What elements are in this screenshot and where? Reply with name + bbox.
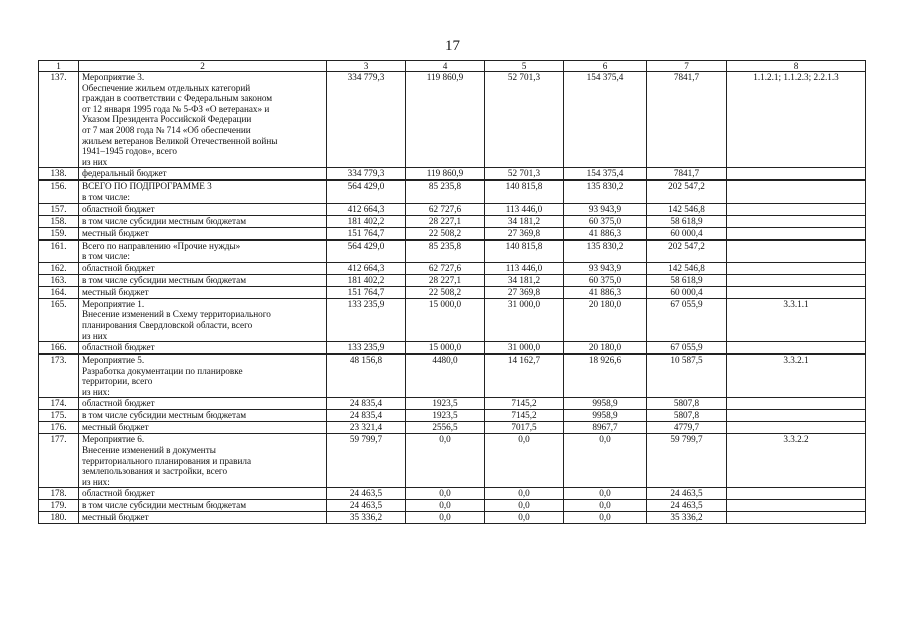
target-ref [727, 215, 866, 227]
row-number: 179. [39, 500, 79, 512]
value-col-3: 24 835,4 [327, 410, 406, 422]
value-col-3: 181 402,2 [327, 274, 406, 286]
row-number: 176. [39, 422, 79, 434]
target-ref: 3.3.2.2 [727, 434, 866, 488]
target-ref [727, 286, 866, 298]
value-col-5: 7017,5 [485, 422, 564, 434]
row-name: областной бюджет [79, 342, 327, 355]
value-col-6: 9958,9 [564, 410, 647, 422]
table-row [39, 512, 866, 524]
row-name: местный бюджет [79, 512, 327, 524]
row-name: областной бюджет [79, 398, 327, 410]
table-row [39, 434, 866, 488]
value-col-7: 60 000,4 [647, 286, 727, 298]
value-col-3: 181 402,2 [327, 215, 406, 227]
value-col-5: 27 369,8 [485, 227, 564, 240]
value-col-5: 52 701,3 [485, 72, 564, 168]
value-col-4: 4480,0 [406, 354, 485, 398]
value-col-6: 20 180,0 [564, 342, 647, 355]
value-col-3: 334 779,3 [327, 72, 406, 168]
target-ref: 1.1.2.1; 1.1.2.3; 2.2.1.3 [727, 72, 866, 168]
value-col-4: 0,0 [406, 434, 485, 488]
budget-table [38, 60, 866, 524]
row-name: Мероприятие 1. Внесение изменений в Схему территориального планирования Свердловской области, всего из них [79, 298, 327, 341]
value-col-7: 67 055,9 [647, 298, 727, 341]
row-number: 161. [39, 240, 79, 263]
value-col-7: 67 055,9 [647, 342, 727, 355]
value-col-4: 22 508,2 [406, 286, 485, 298]
value-col-6: 0,0 [564, 488, 647, 500]
value-col-5: 113 446,0 [485, 262, 564, 274]
value-col-4: 119 860,9 [406, 72, 485, 168]
value-col-4: 1923,5 [406, 410, 485, 422]
value-col-3: 133 235,9 [327, 342, 406, 355]
value-col-7: 58 618,9 [647, 215, 727, 227]
value-col-6: 8967,7 [564, 422, 647, 434]
table-row [39, 240, 866, 263]
row-number: 165. [39, 298, 79, 341]
value-col-6: 135 830,2 [564, 240, 647, 263]
value-col-3: 151 764,7 [327, 227, 406, 240]
value-col-6: 0,0 [564, 434, 647, 488]
value-col-3: 59 799,7 [327, 434, 406, 488]
column-header: 8 [727, 61, 866, 72]
value-col-4: 62 727,6 [406, 262, 485, 274]
value-col-7: 7841,7 [647, 72, 727, 168]
row-name: областной бюджет [79, 203, 327, 215]
value-col-4: 28 227,1 [406, 215, 485, 227]
table-row [39, 227, 866, 240]
value-col-4: 119 860,9 [406, 168, 485, 181]
value-col-7: 202 547,2 [647, 240, 727, 263]
target-ref [727, 410, 866, 422]
value-col-7: 35 336,2 [647, 512, 727, 524]
value-col-3: 133 235,9 [327, 298, 406, 341]
row-number: 164. [39, 286, 79, 298]
table-row [39, 354, 866, 398]
value-col-6: 93 943,9 [564, 262, 647, 274]
row-number: 166. [39, 342, 79, 355]
column-header: 1 [39, 61, 79, 72]
value-col-3: 23 321,4 [327, 422, 406, 434]
row-name: областной бюджет [79, 262, 327, 274]
value-col-3: 151 764,7 [327, 286, 406, 298]
value-col-5: 0,0 [485, 434, 564, 488]
table-row [39, 422, 866, 434]
value-col-6: 0,0 [564, 512, 647, 524]
value-col-3: 564 429,0 [327, 180, 406, 203]
table-row [39, 262, 866, 274]
value-col-5: 31 000,0 [485, 342, 564, 355]
row-number: 177. [39, 434, 79, 488]
value-col-6: 0,0 [564, 500, 647, 512]
value-col-5: 34 181,2 [485, 215, 564, 227]
value-col-6: 18 926,6 [564, 354, 647, 398]
value-col-7: 5807,8 [647, 410, 727, 422]
table-row [39, 488, 866, 500]
value-col-5: 31 000,0 [485, 298, 564, 341]
value-col-7: 10 587,5 [647, 354, 727, 398]
value-col-5: 140 815,8 [485, 180, 564, 203]
table-row [39, 410, 866, 422]
value-col-4: 28 227,1 [406, 274, 485, 286]
value-col-6: 154 375,4 [564, 72, 647, 168]
value-col-6: 60 375,0 [564, 274, 647, 286]
value-col-4: 0,0 [406, 512, 485, 524]
row-name: в том числе субсидии местным бюджетам [79, 274, 327, 286]
row-name: ВСЕГО ПО ПОДПРОГРАММЕ 3 в том числе: [79, 180, 327, 203]
target-ref [727, 180, 866, 203]
target-ref: 3.3.1.1 [727, 298, 866, 341]
value-col-4: 85 235,8 [406, 240, 485, 263]
value-col-5: 7145,2 [485, 410, 564, 422]
page-number: 17 [445, 38, 460, 54]
value-col-4: 0,0 [406, 500, 485, 512]
row-name: Мероприятие 3. Обеспечение жильем отдельных категорий граждан в соответствии с Федеральным законом от 12 января 1995 года № 5-ФЗ «О ветеранах» и Указом Президента Российской Федерации от 7 мая 2008 года № 714 «Об обеспечении жильем ветеранов Великой Отечественной войны 1941–1945 годов», всего из них [79, 72, 327, 168]
target-ref [727, 342, 866, 355]
value-col-6: 41 886,3 [564, 286, 647, 298]
row-name: Всего по направлению «Прочие нужды» в том числе: [79, 240, 327, 263]
value-col-6: 60 375,0 [564, 215, 647, 227]
row-number: 163. [39, 274, 79, 286]
value-col-5: 27 369,8 [485, 286, 564, 298]
row-name: Мероприятие 6. Внесение изменений в документы территориального планирования и правила землепользования и застройки, всего из них: [79, 434, 327, 488]
row-name: областной бюджет [79, 488, 327, 500]
value-col-3: 35 336,2 [327, 512, 406, 524]
row-number: 178. [39, 488, 79, 500]
value-col-4: 0,0 [406, 488, 485, 500]
column-header: 3 [327, 61, 406, 72]
value-col-7: 142 546,8 [647, 262, 727, 274]
value-col-6: 20 180,0 [564, 298, 647, 341]
row-number: 158. [39, 215, 79, 227]
value-col-5: 14 162,7 [485, 354, 564, 398]
value-col-6: 93 943,9 [564, 203, 647, 215]
value-col-3: 48 156,8 [327, 354, 406, 398]
row-name: в том числе субсидии местным бюджетам [79, 500, 327, 512]
target-ref [727, 500, 866, 512]
value-col-6: 135 830,2 [564, 180, 647, 203]
table-row [39, 168, 866, 181]
row-number: 156. [39, 180, 79, 203]
value-col-4: 1923,5 [406, 398, 485, 410]
value-col-6: 41 886,3 [564, 227, 647, 240]
value-col-3: 24 835,4 [327, 398, 406, 410]
row-number: 138. [39, 168, 79, 181]
table-body [39, 72, 866, 524]
row-name: федеральный бюджет [79, 168, 327, 181]
target-ref [727, 488, 866, 500]
table-row [39, 180, 866, 203]
column-header: 4 [406, 61, 485, 72]
value-col-5: 113 446,0 [485, 203, 564, 215]
table-row [39, 286, 866, 298]
value-col-7: 24 463,5 [647, 500, 727, 512]
table-row [39, 72, 866, 168]
target-ref [727, 227, 866, 240]
target-ref [727, 168, 866, 181]
value-col-7: 24 463,5 [647, 488, 727, 500]
row-name: Мероприятие 5. Разработка документации по планировке территории, всего из них: [79, 354, 327, 398]
row-number: 175. [39, 410, 79, 422]
value-col-7: 7841,7 [647, 168, 727, 181]
value-col-3: 24 463,5 [327, 488, 406, 500]
target-ref [727, 203, 866, 215]
value-col-6: 9958,9 [564, 398, 647, 410]
row-number: 162. [39, 262, 79, 274]
value-col-4: 62 727,6 [406, 203, 485, 215]
value-col-7: 142 546,8 [647, 203, 727, 215]
target-ref [727, 262, 866, 274]
column-header: 6 [564, 61, 647, 72]
row-number: 180. [39, 512, 79, 524]
table-row [39, 500, 866, 512]
row-number: 159. [39, 227, 79, 240]
table-row [39, 274, 866, 286]
table-row [39, 215, 866, 227]
value-col-5: 0,0 [485, 500, 564, 512]
table-row [39, 298, 866, 341]
value-col-5: 0,0 [485, 512, 564, 524]
table-row [39, 203, 866, 215]
target-ref [727, 422, 866, 434]
row-name: в том числе субсидии местным бюджетам [79, 410, 327, 422]
target-ref [727, 398, 866, 410]
column-header: 5 [485, 61, 564, 72]
target-ref [727, 274, 866, 286]
row-number: 137. [39, 72, 79, 168]
value-col-7: 60 000,4 [647, 227, 727, 240]
value-col-5: 52 701,3 [485, 168, 564, 181]
row-name: местный бюджет [79, 286, 327, 298]
row-number: 157. [39, 203, 79, 215]
value-col-4: 85 235,8 [406, 180, 485, 203]
value-col-7: 5807,8 [647, 398, 727, 410]
target-ref [727, 240, 866, 263]
value-col-5: 140 815,8 [485, 240, 564, 263]
table-row [39, 342, 866, 355]
value-col-3: 412 664,3 [327, 203, 406, 215]
value-col-3: 564 429,0 [327, 240, 406, 263]
value-col-7: 202 547,2 [647, 180, 727, 203]
value-col-7: 4779,7 [647, 422, 727, 434]
value-col-4: 15 000,0 [406, 342, 485, 355]
value-col-6: 154 375,4 [564, 168, 647, 181]
value-col-3: 334 779,3 [327, 168, 406, 181]
value-col-7: 59 799,7 [647, 434, 727, 488]
row-name: местный бюджет [79, 227, 327, 240]
value-col-7: 58 618,9 [647, 274, 727, 286]
value-col-5: 0,0 [485, 488, 564, 500]
value-col-4: 2556,5 [406, 422, 485, 434]
row-name: в том числе субсидии местным бюджетам [79, 215, 327, 227]
row-number: 174. [39, 398, 79, 410]
value-col-4: 22 508,2 [406, 227, 485, 240]
target-ref [727, 512, 866, 524]
column-header: 2 [79, 61, 327, 72]
row-name: местный бюджет [79, 422, 327, 434]
table-header-row [39, 61, 866, 72]
value-col-5: 34 181,2 [485, 274, 564, 286]
value-col-3: 412 664,3 [327, 262, 406, 274]
table-row [39, 398, 866, 410]
row-number: 173. [39, 354, 79, 398]
value-col-5: 7145,2 [485, 398, 564, 410]
value-col-3: 24 463,5 [327, 500, 406, 512]
value-col-4: 15 000,0 [406, 298, 485, 341]
column-header: 7 [647, 61, 727, 72]
target-ref: 3.3.2.1 [727, 354, 866, 398]
